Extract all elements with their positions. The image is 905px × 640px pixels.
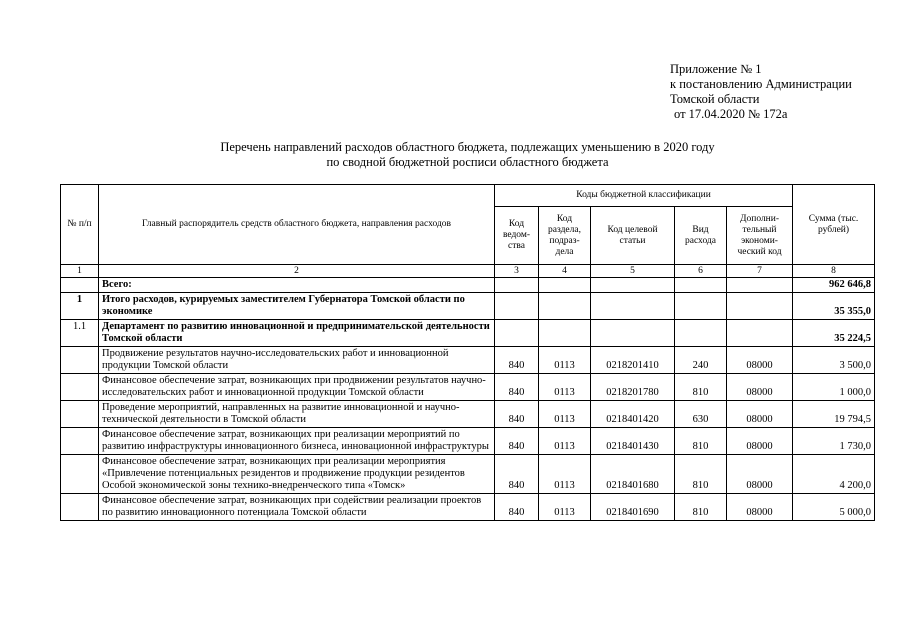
row-name: Проведение мероприятий, направленных на развитие инновационной и научно-технической деятельности в Томской области (99, 401, 495, 428)
header-sum: Сумма (тыс. рублей) (793, 185, 875, 265)
table-row (61, 374, 875, 401)
document-title (0, 140, 905, 170)
header-section: Код раздела, подраз-дела (539, 207, 591, 265)
header-extra: Дополни-тельный экономи-ческий код (727, 207, 793, 265)
table-row (61, 401, 875, 428)
row-sum: 3 500,0 (793, 347, 875, 374)
row-target: 0218401430 (591, 428, 675, 455)
row-kind: 810 (675, 455, 727, 494)
table-row (61, 347, 875, 374)
col-number: 3 (495, 265, 539, 278)
subgroup-sum: 35 224,5 (793, 320, 875, 347)
row-section: 0113 (539, 374, 591, 401)
total-sum: 962 646,8 (793, 278, 875, 293)
subgroup-row (61, 320, 875, 347)
header-row-1 (61, 185, 875, 207)
row-dept: 840 (495, 401, 539, 428)
row-sum: 1 730,0 (793, 428, 875, 455)
row-kind: 810 (675, 374, 727, 401)
header-num: № п/п (61, 185, 99, 265)
appendix-line-4: от 17.04.2020 № 172а (674, 107, 788, 121)
row-dept: 840 (495, 494, 539, 521)
header-name: Главный распорядитель средств областного бюджета, направления расходов (99, 185, 495, 265)
row-extra: 08000 (727, 494, 793, 521)
row-name: Финансовое обеспечение затрат, возникающих при реализации мероприятий по развитию инфраструктуры инновационного бизнеса, инновационной инфраструктуры (99, 428, 495, 455)
row-sum: 1 000,0 (793, 374, 875, 401)
total-row (61, 278, 875, 293)
table-row (61, 494, 875, 521)
group-label: Итого расходов, курируемых заместителем Губернатора Томской области по экономике (99, 293, 495, 320)
header-target: Код целевой статьи (591, 207, 675, 265)
row-target: 0218401420 (591, 401, 675, 428)
row-kind: 810 (675, 428, 727, 455)
row-target: 0218401680 (591, 455, 675, 494)
col-number: 7 (727, 265, 793, 278)
group-row (61, 293, 875, 320)
row-target: 0218401690 (591, 494, 675, 521)
appendix-line-2: к постановлению Администрации (670, 77, 852, 91)
table-row (61, 428, 875, 455)
appendix-line-3: Томской области (670, 92, 760, 106)
appendix-line-1: Приложение № 1 (670, 62, 762, 76)
row-name: Финансовое обеспечение затрат, возникающих при содействии реализации проектов по развитию инновационного потенциала Томской области (99, 494, 495, 521)
header-dept: Код ведом-ства (495, 207, 539, 265)
subgroup-label: Департамент по развитию инновационной и предпринимательской деятельности Томской области (99, 320, 495, 347)
group-sum: 35 355,0 (793, 293, 875, 320)
subgroup-num: 1.1 (61, 320, 99, 347)
row-section: 0113 (539, 347, 591, 374)
header-codes-group: Коды бюджетной классификации (495, 185, 793, 207)
table-row (61, 455, 875, 494)
row-section: 0113 (539, 401, 591, 428)
appendix-header (670, 62, 852, 122)
row-name: Финансовое обеспечение затрат, возникающих при реализации мероприятия «Привлечение потенциальных резидентов и продвижение продукции резидентов Особой экономической зоны технико-внедренческого типа «Томск» (99, 455, 495, 494)
title-line-1: Перечень направлений расходов областного бюджета, подлежащих уменьшению в 2020 году (220, 140, 715, 154)
group-num: 1 (61, 293, 99, 320)
row-kind: 240 (675, 347, 727, 374)
row-sum: 4 200,0 (793, 455, 875, 494)
row-target: 0218201410 (591, 347, 675, 374)
row-extra: 08000 (727, 455, 793, 494)
col-number: 5 (591, 265, 675, 278)
col-number: 6 (675, 265, 727, 278)
row-extra: 08000 (727, 374, 793, 401)
header-kind: Вид расхода (675, 207, 727, 265)
row-kind: 630 (675, 401, 727, 428)
row-dept: 840 (495, 347, 539, 374)
row-sum: 19 794,5 (793, 401, 875, 428)
budget-table (60, 184, 875, 521)
row-extra: 08000 (727, 428, 793, 455)
row-target: 0218201780 (591, 374, 675, 401)
col-number: 1 (61, 265, 99, 278)
row-kind: 810 (675, 494, 727, 521)
row-sum: 5 000,0 (793, 494, 875, 521)
col-number: 4 (539, 265, 591, 278)
row-extra: 08000 (727, 347, 793, 374)
row-section: 0113 (539, 494, 591, 521)
row-section: 0113 (539, 455, 591, 494)
row-dept: 840 (495, 428, 539, 455)
row-section: 0113 (539, 428, 591, 455)
title-line-2: по сводной бюджетной росписи областного бюджета (326, 155, 609, 169)
col-number: 8 (793, 265, 875, 278)
row-name: Продвижение результатов научно-исследовательских работ и инновационной продукции Томской области (99, 347, 495, 374)
total-label: Всего: (99, 278, 495, 293)
column-numbers-row (61, 265, 875, 278)
row-extra: 08000 (727, 401, 793, 428)
row-dept: 840 (495, 374, 539, 401)
col-number: 2 (99, 265, 495, 278)
row-name: Финансовое обеспечение затрат, возникающих при продвижении результатов научно-исследовательских работ и инновационной продукции Томской области (99, 374, 495, 401)
row-dept: 840 (495, 455, 539, 494)
